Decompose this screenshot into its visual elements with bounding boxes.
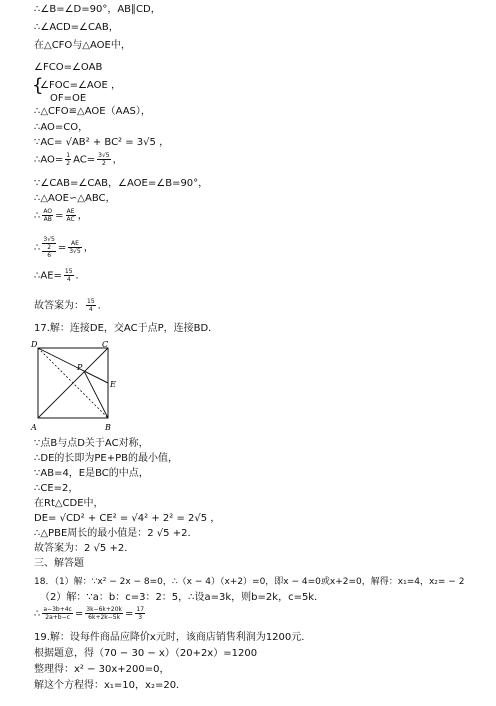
fraction: $\frac{AO}{AB}$ bbox=[43, 208, 53, 223]
line-25: 故答案为：2 √5 +2． bbox=[34, 543, 135, 554]
fraction: $\frac{3√5}{2}$ bbox=[98, 152, 110, 167]
line-11: ∵∠CAB=∠CAB，∠AOE=∠B=90°， bbox=[34, 178, 209, 189]
line-9: ∵AC= √AB² + BC² = 3√5 ， bbox=[34, 137, 170, 148]
line-22: 在Rt△CDE中， bbox=[34, 498, 104, 509]
label-b: B bbox=[105, 423, 111, 432]
geometry-figure bbox=[30, 338, 126, 436]
line-12: ∴△AOE∽△ABC， bbox=[34, 193, 116, 204]
line-4: ∠FCO=∠OAB bbox=[34, 62, 103, 73]
line-13: ∴ $\frac{AO}{AB}$ = $\frac{AE}{AC}$ ， bbox=[34, 208, 88, 223]
line-3: 在△CFO与△AOE中， bbox=[34, 40, 131, 51]
line-15: ∴AE= $\frac{15}{4}$ ． bbox=[34, 268, 86, 283]
line-2: ∴∠ACD=∠CAB， bbox=[34, 22, 119, 33]
label-d: D bbox=[31, 340, 38, 349]
line-1: ∴∠B=∠D=90°，AB∥CD， bbox=[34, 4, 161, 15]
line-7: ∴△CFO≌△AOE（AAS）， bbox=[34, 106, 151, 117]
segment-pe bbox=[84, 371, 108, 383]
segment-pb bbox=[84, 371, 108, 418]
label-a: A bbox=[31, 423, 37, 432]
line-20: ∵AB=4，E是BC的中点， bbox=[34, 468, 149, 479]
fraction: $\frac{3k-6k+20k}{6k+2k-5k}$ bbox=[86, 606, 122, 621]
line-18: ∵点B与点D关于AC对称， bbox=[34, 438, 149, 449]
line-24: ∴△PBE周长的最小值是：2 √5 +2． bbox=[34, 528, 198, 539]
fraction: $\frac{17}{3}$ bbox=[136, 606, 145, 621]
line-19: ∴DE的长即为PE+PB的最小值， bbox=[34, 453, 178, 464]
section-heading: 三、解答题 bbox=[34, 558, 84, 569]
fraction: $\frac{AE}{3√5}$ bbox=[69, 240, 81, 255]
fraction: $\frac{AE}{AC}$ bbox=[66, 208, 75, 223]
line-8: ∴AO=CO， bbox=[34, 122, 89, 133]
line-31: 根据题意，得（70 − 30 − x）（20+2x）=1200 bbox=[34, 648, 258, 659]
line-28: （2）解：∵a：b：c=3：2：5，∴设a=3k，则b=2k，c=5k． bbox=[40, 592, 325, 603]
line-33: 解这个方程得：x₁=10，x₂=20． bbox=[34, 680, 187, 691]
nested-fraction: 3√5 2 6 bbox=[43, 236, 55, 259]
fraction: $\frac{15}{4}$ bbox=[87, 298, 95, 313]
line-6: OF=OE bbox=[50, 93, 87, 104]
line-29: ∴ $\frac{a-3b+4c}{2a+b-c}$ = $\frac{3k-6k+20k}{6k+2k-5k}$ = $\frac{17}{3}$ bbox=[34, 606, 145, 621]
line-32: 整理得：x² − 30x+200=0， bbox=[34, 664, 170, 675]
fraction: $\frac{15}{4}$ bbox=[64, 268, 73, 283]
line-27: 18．（1）解：∵x² − 2x − 8=0，∴（x − 4）（x+2）=0，即x − 4=0或x+2=0，解得：x₁=4，x₂= − 2 bbox=[34, 577, 465, 587]
line-14: ∴ 3√5 2 6 = $\frac{AE}{3√5}$ ， bbox=[34, 236, 94, 259]
line-21: ∴CE=2， bbox=[34, 483, 79, 494]
label-c: C bbox=[102, 340, 109, 349]
line-17: 17.解：连接DE，交AC于点P，连接BD． bbox=[34, 323, 219, 334]
line-16: 故答案为： $\frac{15}{4}$ ． bbox=[34, 298, 108, 313]
line-5: ∠FOC=∠AOE ， bbox=[40, 80, 121, 91]
label-p: P bbox=[77, 363, 83, 372]
line-10: ∴AO= $\frac{1}{2}$ AC= $\frac{3√5}{2}$ ， bbox=[34, 152, 123, 167]
line-23: DE= √CD² + CE² = √4² + 2² = 2√5 ， bbox=[34, 513, 221, 524]
fraction: $\frac{1}{2}$ bbox=[66, 152, 71, 167]
system-brace: { bbox=[32, 75, 44, 96]
line-30: 19.解：设每件商品应降价x元时，该商店销售利润为1200元． bbox=[34, 632, 312, 643]
fraction: $\frac{a-3b+4c}{2a+b-c}$ bbox=[43, 606, 72, 621]
label-e: E bbox=[110, 380, 116, 389]
